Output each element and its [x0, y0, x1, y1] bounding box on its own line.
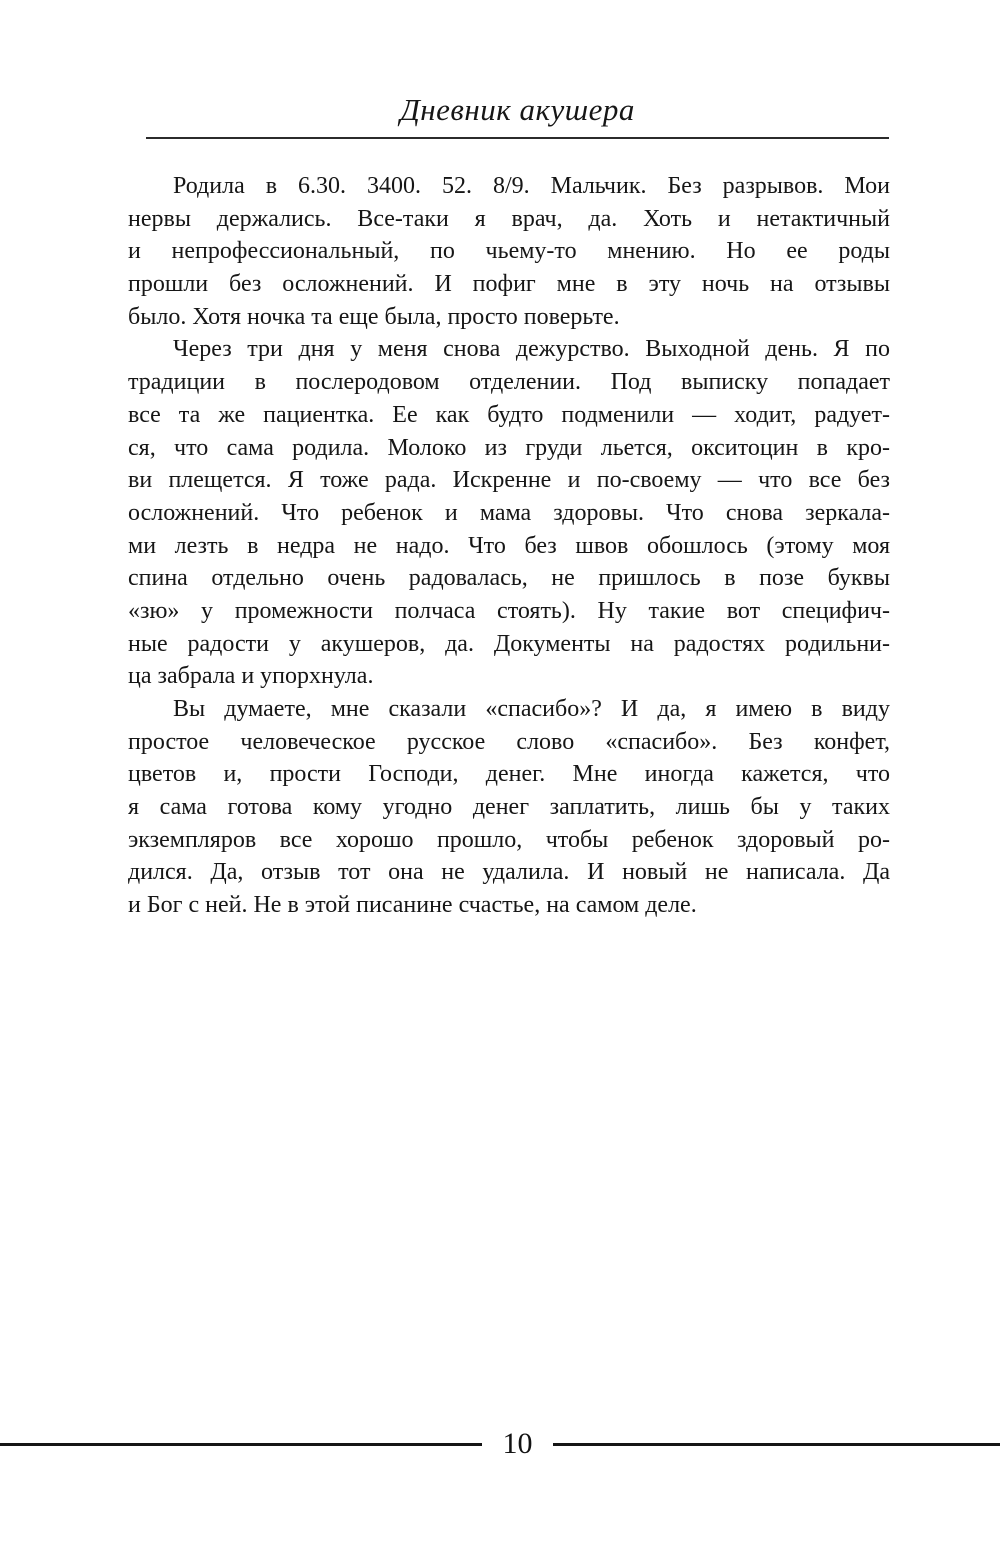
text-line: Родила в 6.30. 3400. 52. 8/9. Мальчик. Без разрывов. Мои: [173, 173, 890, 199]
footer-rule-left: [0, 1443, 482, 1446]
text-line: я сама готова кому угодно денег заплатить, лишь бы у таких: [128, 794, 890, 821]
text-line: «зю» у промежности полчаса стоять). Ну такие вот специфич-: [128, 597, 890, 624]
text-line: цветов и, прости Господи, денег. Мне иногда кажется, что: [128, 761, 890, 788]
page-number: 10: [502, 1427, 533, 1460]
text-line: традиции в послеродовом отделении. Под выписку попадает: [128, 369, 890, 396]
running-header-title: Дневник акушера: [400, 92, 635, 127]
text-line: было. Хотя ночка та еще была, просто поверьте.: [128, 303, 620, 330]
footer-rule-right: [553, 1443, 1000, 1446]
text-line: прошли без осложнений. И пофиг мне в эту ночь на отзывы: [128, 271, 890, 298]
text-line: экземпляров все хорошо прошло, чтобы ребенок здоровый ро-: [128, 826, 890, 853]
text-line: ся, что сама родила. Молоко из груди льется, окситоцин в кро-: [128, 434, 890, 461]
text-line: все та же пациентка. Ее как будто подменили — ходит, радует-: [128, 401, 890, 428]
text-line: спина отдельно очень радовалась, не пришлось в позе буквы: [128, 565, 890, 592]
text-line: ца забрала и упорхнула.: [128, 663, 374, 690]
text-line: и непрофессиональный, по чьему-то мнению. Но ее роды: [128, 238, 890, 265]
text-line: простое человеческое русское слово «спасибо». Без конфет,: [128, 728, 890, 755]
text-line: нервы держались. Все-таки я врач, да. Хоть и нетактичный: [128, 205, 890, 232]
text-line: ми лезть в недра не надо. Что без швов обошлось (этому моя: [128, 532, 890, 559]
text-line: ные радости у акушеров, да. Документы на радостях родильни-: [128, 630, 890, 657]
text-line: ви плещется. Я тоже рада. Искренне и по-своему — что все без: [128, 467, 890, 494]
text-line: Через три дня у меня снова дежурство. Выходной день. Я по: [173, 336, 890, 363]
text-line: осложнений. Что ребенок и мама здоровы. Что снова зеркала-: [128, 499, 890, 526]
text-line: и Бог с ней. Не в этой писанине счастье, на самом деле.: [128, 892, 697, 919]
text-line: Вы думаете, мне сказали «спасибо»? И да, я имею в виду: [173, 696, 890, 722]
header-rule: [146, 137, 889, 139]
body-text-block: [128, 170, 890, 922]
text-line: дился. Да, отзыв тот она не удалила. И новый не написала. Да: [128, 859, 890, 886]
